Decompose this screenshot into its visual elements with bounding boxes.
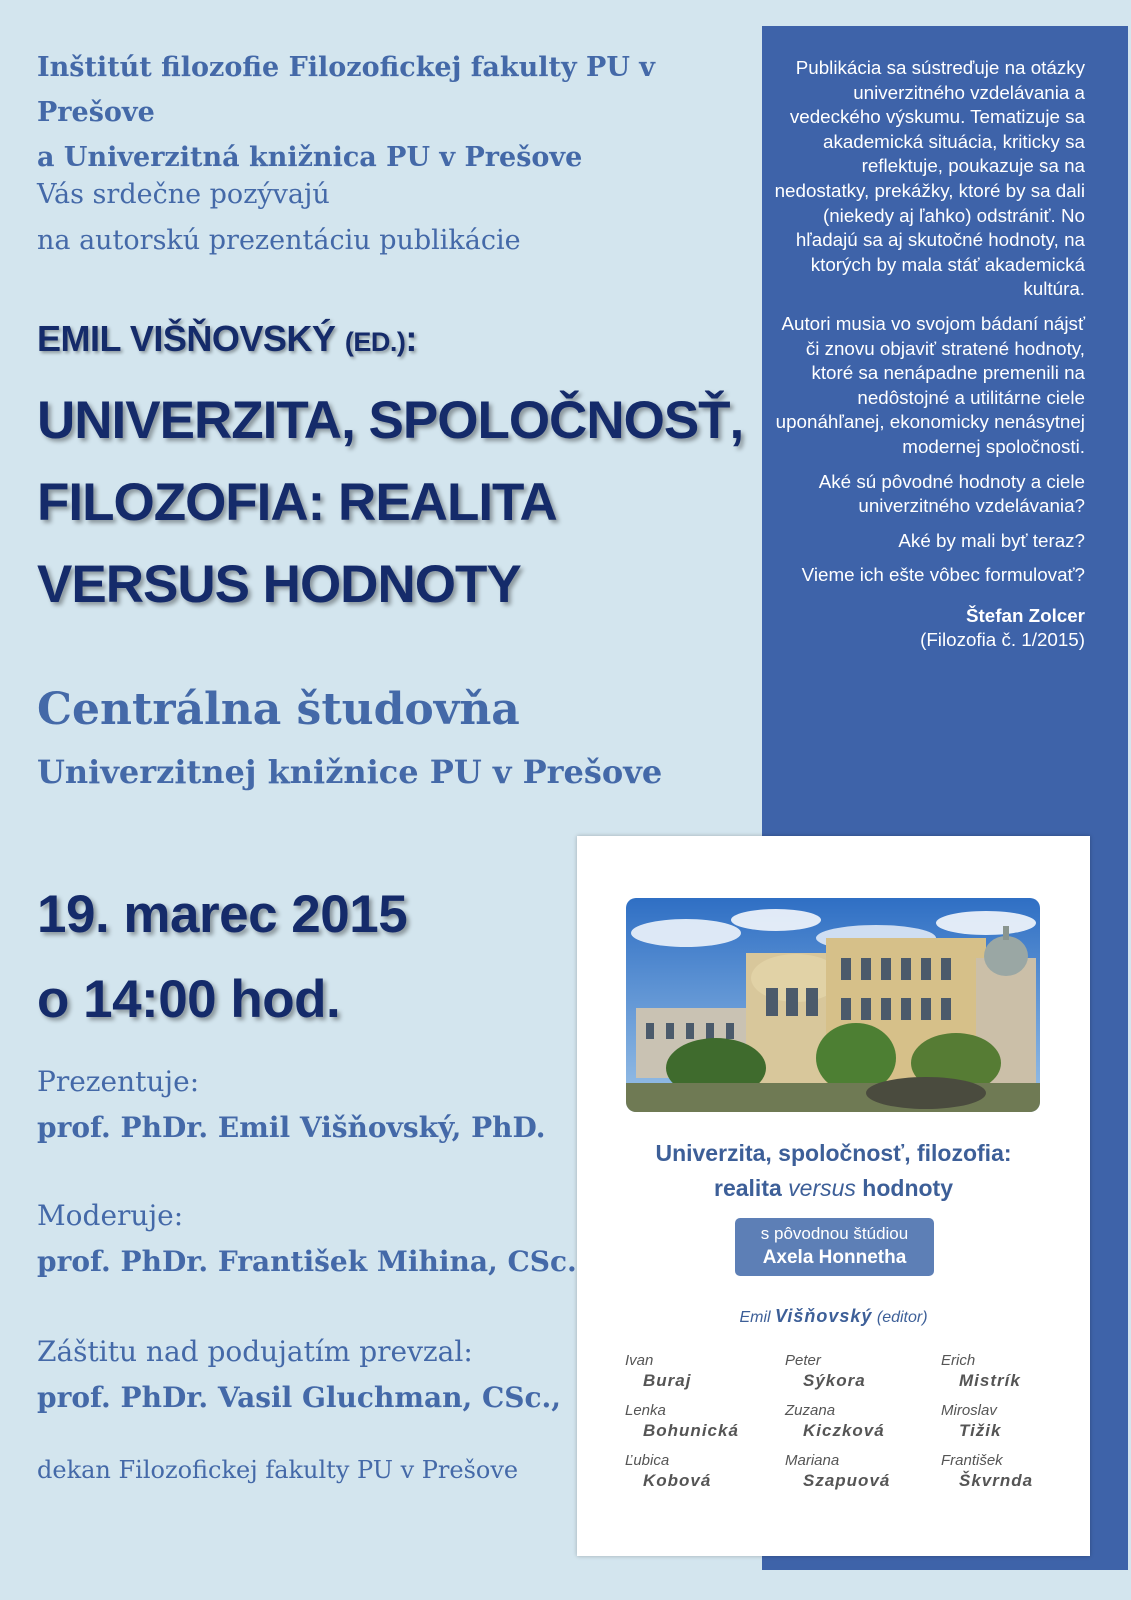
organizers — [37, 45, 737, 180]
moderator-label: Moderuje: — [37, 1199, 184, 1232]
quote-source: (Filozofia č. 1/2015) — [920, 629, 1085, 651]
editor-abbrev: (ED.) — [344, 327, 406, 357]
author-last-name: Buraj — [643, 1371, 692, 1390]
invitation-text — [37, 172, 737, 264]
cover-title-line-2 — [577, 1171, 1090, 1206]
sidebar-paragraph-2: Autori musia vo svojom bádaní nájsť či znovu objaviť stratené hodnoty, ktoré sa nenápadne premenili na nedôstojné a utilitárne ciele uponáhľanej, ekonomicky nenásytnej modernej spoločnosti. — [775, 312, 1085, 457]
cover-badge — [735, 1218, 934, 1276]
cover-editor-first: Emil — [739, 1309, 771, 1326]
event-date-day: 19. marec 2015 — [37, 885, 408, 944]
sidebar-question-2: Aké by mali byť teraz? — [898, 529, 1085, 551]
venue-location: Univerzitnej knižnice PU v Prešove — [37, 753, 663, 791]
cover-author — [625, 1402, 739, 1441]
cover-author — [625, 1352, 691, 1391]
cover-title-realita: realita — [714, 1175, 789, 1201]
author-last-name: Tižik — [959, 1421, 1002, 1440]
author-first-name: Miroslav — [941, 1402, 997, 1419]
editor-name: EMIL VIŠŇOVSKÝ — [37, 318, 336, 359]
invitation-line-1: Vás srdečne pozývajú — [37, 179, 330, 210]
author-last-name: Szapuová — [803, 1471, 891, 1490]
cover-title-versus: versus — [788, 1175, 856, 1201]
patron-label: Záštitu nad podujatím prevzal: — [37, 1335, 473, 1368]
cover-photo-university-building — [626, 898, 1040, 1112]
sidebar-question-1: Aké sú pôvodné hodnoty a ciele univerzitného vzdelávania? — [818, 470, 1085, 517]
presenter-label: Prezentuje: — [37, 1065, 200, 1098]
book-title-line-3: VERSUS HODNOTY — [37, 555, 521, 614]
cover-author — [941, 1352, 1021, 1391]
author-last-name: Mistrík — [959, 1371, 1021, 1390]
venue-name: Centrálna študovňa — [37, 684, 520, 735]
quote-author: Štefan Zolcer — [966, 604, 1085, 626]
cover-author — [625, 1452, 711, 1491]
author-first-name: Ľubica — [625, 1452, 670, 1469]
event-date-time: o 14:00 hod. — [37, 970, 341, 1029]
cover-badge-line-2: Axela Honnetha — [762, 1247, 907, 1268]
moderator-name: prof. PhDr. František Mihina, CSc. — [37, 1245, 577, 1278]
editor-heading — [37, 318, 417, 360]
sidebar-paragraph-1: Publikácia sa sústreďuje na otázky univerzitného vzdelávania a vedeckého výskumu. Tematizuje sa akademická situácia, kriticky sa reflektuje, poukazuje sa na nedostatky, prekážky, ktoré by sa dali (niekedy aj ľahko) odstrániť. No hľadajú sa aj skutočné hodnoty, na ktorých by mala stáť akademická kultúra. — [774, 57, 1085, 300]
cover-title-line-1: Univerzita, spoločnosť, filozofia: — [655, 1140, 1012, 1166]
cover-editor-last: Višňovský — [775, 1306, 873, 1326]
cover-editor — [577, 1306, 1090, 1327]
cover-author — [785, 1402, 885, 1441]
cover-editor-role: (editor) — [876, 1309, 928, 1326]
book-cover — [577, 836, 1090, 1556]
author-last-name: Kobová — [643, 1471, 712, 1490]
cover-title-hodnoty: hodnoty — [855, 1175, 953, 1201]
editor-colon: : — [405, 318, 417, 359]
cover-author — [941, 1452, 1033, 1491]
cover-author — [785, 1452, 890, 1491]
building-illustration — [626, 898, 1040, 1112]
cover-title — [577, 1136, 1090, 1206]
author-last-name: Sýkora — [803, 1371, 866, 1390]
book-title — [37, 380, 757, 626]
cover-badge-line-1: s pôvodnou štúdiou — [760, 1224, 909, 1243]
organizer-line-1: Inštitút filozofie Filozofickej fakulty PU v Prešove — [37, 52, 655, 128]
sidebar-text — [765, 56, 1085, 653]
author-last-name: Kiczková — [803, 1421, 885, 1440]
author-first-name: Zuzana — [785, 1402, 836, 1419]
author-first-name: Peter — [785, 1352, 821, 1369]
patron-name: prof. PhDr. Vasil Gluchman, CSc., — [37, 1381, 561, 1414]
author-first-name: Ivan — [625, 1352, 654, 1369]
book-title-line-1: UNIVERZITA, SPOLOČNOSŤ, — [37, 391, 744, 450]
book-title-line-2: FILOZOFIA: REALITA — [37, 473, 557, 532]
sidebar-question-3: Vieme ich ešte vôbec formulovať? — [801, 564, 1085, 586]
cover-author — [941, 1402, 1001, 1441]
presenter-name: prof. PhDr. Emil Višňovský, PhD. — [37, 1111, 546, 1144]
invitation-line-2: na autorskú prezentáciu publikácie — [37, 225, 521, 256]
event-date — [37, 872, 407, 1042]
author-last-name: Bohunická — [643, 1421, 739, 1440]
author-last-name: Škvrnda — [959, 1471, 1034, 1490]
author-first-name: Lenka — [625, 1402, 666, 1419]
author-first-name: Mariana — [785, 1452, 840, 1469]
cover-author — [785, 1352, 866, 1391]
patron-title: dekan Filozofickej fakulty PU v Prešove — [37, 1456, 519, 1484]
organizer-line-2: a Univerzitná knižnica PU v Prešove — [37, 142, 583, 173]
author-first-name: František — [941, 1452, 1003, 1469]
author-first-name: Erich — [941, 1352, 976, 1369]
